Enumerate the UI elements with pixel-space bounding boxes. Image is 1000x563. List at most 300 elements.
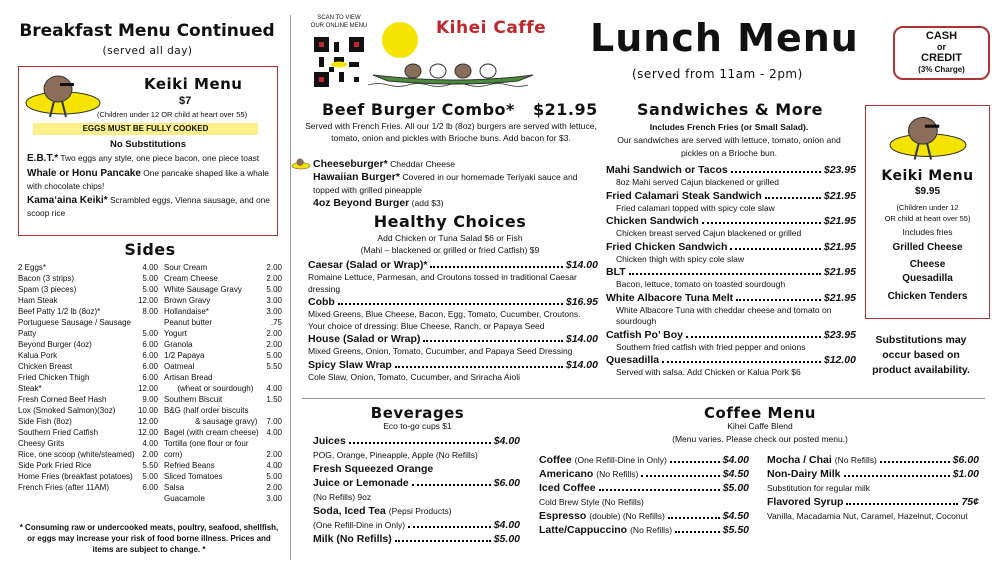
sides-item-price: 4.00 <box>266 428 282 437</box>
menu-item-name: Milk (No Refills) <box>313 533 392 545</box>
sides-item-price: 4.00 <box>142 263 158 272</box>
menu-item-desc: Cold Brew Style (No Refills) <box>539 497 644 507</box>
sides-item-name: Hollandaise* <box>164 307 209 316</box>
keiki-lunch-includes: Includes fries <box>902 227 953 237</box>
sides-item-price: 2.00 <box>266 274 282 283</box>
sides-item-price: 2.00 <box>142 450 158 459</box>
eggs-warning: EGGS MUST BE FULLY COOKED <box>33 123 258 135</box>
menu-item-desc: Mixed Greens, Blue Cheese, Bacon, Egg, Tomato, Cucumber, Croutons. <box>308 309 581 319</box>
menu-item-desc: POG, Orange, Pineapple, Apple (No Refills) <box>313 450 478 460</box>
menu-item-row <box>539 523 749 537</box>
menu-item-desc: Cole Slaw, Onion, Tomato, Cucumber, and Sriracha Aioli <box>308 371 520 382</box>
sides-item-price: 3.00 <box>266 296 282 305</box>
keiki-lunch-note2: OR child at heart over 55) <box>884 214 971 223</box>
sides-item-name: French Fries (after 11AM) <box>18 483 109 492</box>
sides-item <box>18 295 158 306</box>
burger-item <box>313 171 598 197</box>
keiki-lunch-note1: (Children under 12 <box>896 203 959 212</box>
keiki-breakfast-box <box>18 66 278 236</box>
beverages-sub: Eco to-go cups $1 <box>383 421 452 431</box>
lunch-menu-title: Lunch Menu <box>590 16 859 60</box>
menu-item-price: $4.00 <box>493 519 520 531</box>
sides-item-price: 2.00 <box>266 263 282 272</box>
coffee-right-items <box>767 453 979 523</box>
sides-item <box>18 317 158 339</box>
sides-item <box>164 471 282 482</box>
sides-item-name: Side Fish (8oz) <box>18 417 72 426</box>
breakfast-subtitle: (served all day) <box>102 45 193 57</box>
menu-item-row <box>313 490 520 504</box>
sides-item-name: & sausage gravy) <box>164 417 258 426</box>
sides-item-price: 6.00 <box>142 373 158 382</box>
healthy-sub2: (Mahi – blackened or grilled or fried Catfish) $9 <box>360 245 540 255</box>
keiki-title: Keiki Menu <box>144 75 243 93</box>
dot-leader <box>408 526 491 528</box>
menu-item-desc: Vanilla, Macadamia Nut, Caramel, Hazelnut, Coconut <box>767 511 968 521</box>
menu-item-row <box>313 448 520 462</box>
sides-item <box>18 427 158 438</box>
substitutions-note: Substitutions may occur based on product availability. <box>872 334 970 376</box>
sides-item-name: Sour Cream <box>164 263 208 272</box>
menu-item-name: Catfish Po’ Boy <box>606 328 684 341</box>
menu-item-price: $4.00 <box>493 435 520 447</box>
menu-item-price: $4.50 <box>722 510 749 522</box>
sides-item <box>164 262 282 273</box>
sides-item-name: Chicken Breast <box>18 362 73 371</box>
menu-item-row <box>767 453 979 467</box>
menu-item-name: Quesadilla <box>606 354 660 366</box>
menu-item-name: White Albacore Tuna Melt <box>606 291 734 304</box>
mascot-surfboard-icon <box>888 114 968 164</box>
burger-item <box>313 197 598 210</box>
menu-item-desc: Substitution for regular milk <box>767 483 870 493</box>
menu-item-desc: (One Refill-Dine in Only) <box>313 520 406 530</box>
sides-item-name: Southern Biscuit <box>164 395 223 404</box>
sides-item-name: Fresh Corned Beef Hash <box>18 395 107 404</box>
menu-item-note: (No Refills) <box>834 455 877 465</box>
menu-item-note: (No Refills) <box>596 469 639 479</box>
dot-leader <box>641 475 719 477</box>
menu-item-name: Spicy Slaw Wrap <box>308 358 392 371</box>
menu-item-price: $21.95 <box>823 266 856 278</box>
burger-title <box>322 100 598 119</box>
sides-item-name: Kalua Pork <box>18 351 58 360</box>
sides-item-price: 5.00 <box>266 351 282 360</box>
menu-item-note: (double) (No Refills) <box>589 511 665 521</box>
sides-item-price: 6.00 <box>142 483 158 492</box>
sides-item-name: White Sausage Gravy <box>164 285 242 294</box>
sides-item-name: B&G (half order biscuits <box>164 406 249 415</box>
sides-item-name: Artisan Bread <box>164 373 213 382</box>
burger-item-name: Hawaiian Burger* <box>313 171 400 183</box>
keiki-lunch-price: $9.95 <box>914 186 941 197</box>
keiki-item <box>27 194 273 219</box>
menu-item-row <box>308 358 598 372</box>
sides-item-price: 5.00 <box>266 472 282 481</box>
menu-item-name: Mahi Sandwich or Tacos <box>606 164 728 176</box>
sides-item <box>164 482 282 493</box>
sides-item-name: Guacamole <box>164 494 205 503</box>
sides-item-price: 6.00 <box>142 362 158 371</box>
sides-item-price: 5.00 <box>142 285 158 294</box>
food-safety-footnote: * Consuming raw or undercooked meats, poultry, seafood, shellfish, or eggs may increase your risk of food borne illness. Prices and items are subject to change. * <box>19 523 279 554</box>
sides-item <box>18 306 158 317</box>
menu-item-row <box>606 291 856 305</box>
menu-item-name: Coffee <box>539 454 572 466</box>
menu-item-name: Soda, Iced Tea <box>313 505 386 517</box>
dot-leader <box>412 484 491 486</box>
coffee-title: Coffee Menu <box>704 404 816 422</box>
sides-item-name: Home Fries (breakfast potatoes) <box>18 472 133 481</box>
menu-item-name: Caesar (Salad or Wrap)* <box>308 259 428 271</box>
sides-item-name: Yogurt <box>164 329 187 338</box>
menu-item-name: Latte/Cappuccino <box>539 524 628 536</box>
dot-leader <box>736 299 821 301</box>
sides-item-price: 1.50 <box>266 395 282 404</box>
sides-item-name: Salsa <box>164 483 185 492</box>
sides-item <box>18 460 158 471</box>
sides-item-price: 5.00 <box>142 329 158 338</box>
sides-left-list <box>18 262 158 493</box>
dot-leader <box>765 197 821 199</box>
menu-item-desc: Chicken thigh with spicy cole slaw <box>616 253 745 264</box>
keiki-price: $7 <box>179 95 192 107</box>
vertical-divider <box>290 15 291 560</box>
sides-item-price: 2.00 <box>266 483 282 492</box>
menu-item-name: BLT <box>606 266 626 278</box>
sides-item-price: 3.00 <box>266 307 282 316</box>
sides-right-list <box>164 262 282 504</box>
dot-leader <box>730 248 821 250</box>
sides-item-price: 4.00 <box>142 439 158 448</box>
burger-item-desc: Covered in our homemade Teriyaki sauce and topped with grilled pineapple <box>313 172 578 195</box>
sides-item-name: Beef Patty 1/2 lb (8oz)* <box>18 307 101 316</box>
coffee-left-items <box>539 453 749 537</box>
sides-item-name: 1/2 Papaya <box>164 351 205 360</box>
sides-item-price: 5.50 <box>142 461 158 470</box>
burger-item-desc: Cheddar Cheese <box>390 159 456 169</box>
keiki-lunch-item: Chicken Tenders <box>887 291 968 302</box>
dot-leader <box>599 489 720 491</box>
sides-item <box>18 372 158 383</box>
sides-item <box>18 284 158 295</box>
sandwiches-sub2: Our sandwiches are served with lettuce, tomato, onion and <box>617 135 841 145</box>
sides-item <box>18 350 158 361</box>
sides-item <box>164 427 282 438</box>
sides-item <box>164 273 282 284</box>
burger-desc: Served with French Fries. All our 1/2 lb (8oz) burgers are served with lettuce, tomato, onion and pickles with Brioche buns. Add bacon for $3. <box>305 121 597 143</box>
menu-item-desc: (No Refills) 9oz <box>313 492 372 502</box>
menu-item-row <box>767 467 979 481</box>
keiki-item-name: Kama‘aina Keiki* <box>27 195 108 206</box>
menu-item-name: Iced Coffee <box>539 482 596 494</box>
keiki-lunch-title: Keiki Menu <box>881 168 974 184</box>
menu-item-row <box>308 295 598 309</box>
menu-item-desc: Fried calamari topped with spicy cole slaw <box>616 202 775 213</box>
sides-item <box>164 383 282 394</box>
menu-item-name: Non-Dairy Milk <box>767 468 841 480</box>
menu-item-row <box>539 495 749 509</box>
burger-item-name: Cheeseburger* <box>313 158 388 170</box>
dot-leader <box>349 442 491 444</box>
sides-item-name: Brown Gravy <box>164 296 211 305</box>
menu-item-price: $14.00 <box>565 358 598 371</box>
menu-item-row <box>308 332 598 346</box>
menu-item-price: $16.95 <box>565 296 598 308</box>
sides-item-price: .75 <box>270 318 282 327</box>
dot-leader <box>629 273 821 275</box>
menu-item-price: $21.95 <box>823 215 856 227</box>
menu-item-desc: Your choice of dressing: Blue Cheese, Ranch, or Papaya Seed <box>308 320 545 331</box>
menu-item-price: $21.95 <box>823 189 856 202</box>
menu-item-name: Fried Calamari Steak Sandwich <box>606 189 762 202</box>
sandwich-items <box>606 163 856 379</box>
sides-item-price: 10.00 <box>137 406 158 415</box>
menu-item-price: $21.95 <box>823 291 856 304</box>
keiki-items <box>27 152 273 221</box>
dot-leader <box>395 540 491 542</box>
menu-item-note: (No Refills) <box>630 525 673 535</box>
menu-item-row <box>539 509 749 523</box>
dot-leader <box>686 336 821 338</box>
dot-leader <box>668 517 720 519</box>
menu-item-row <box>606 240 856 254</box>
sides-item <box>164 350 282 361</box>
sides-item-name: Cheesy Grits <box>18 439 65 448</box>
payment-charge: (3% Charge) <box>918 65 965 74</box>
sides-item-name: Steak* <box>18 384 42 393</box>
keiki-lunch-item: Grilled Cheese <box>892 242 963 253</box>
menu-item-note: (One Refill-Dine in Only) <box>574 455 667 465</box>
sides-item-price: 3.00 <box>266 494 282 503</box>
sides-item-price: 6.00 <box>142 340 158 349</box>
sides-item <box>164 460 282 471</box>
menu-item-row <box>606 353 856 367</box>
menu-item-row <box>539 481 749 495</box>
coffee-sub2: (Menu varies. Please check our posted menu.) <box>672 434 848 444</box>
menu-item-price: $14.00 <box>565 259 598 271</box>
sides-item-name: 2 Eggs* <box>18 263 47 272</box>
menu-item-row <box>606 265 856 279</box>
healthy-sub1: Add Chicken or Tuna Salad $6 or Fish <box>377 233 523 243</box>
menu-item-desc: 8oz Mahi served Cajun blackened or grilled <box>616 177 780 187</box>
sides-title: Sides <box>124 240 176 259</box>
sides-item-price: 5.00 <box>142 472 158 481</box>
menu-item-row <box>767 481 979 495</box>
sides-item-price: 7.00 <box>266 417 282 426</box>
keiki-item-name: E.B.T.* <box>27 153 59 164</box>
sides-item-name: Portuguese Sausage / Sausage Patty <box>18 318 134 338</box>
sides-item-name: Peanut butter <box>164 318 213 327</box>
sides-item-name: (wheat or sourdough) <box>164 384 254 393</box>
logo-text: Kihei Caffe <box>436 18 547 38</box>
menu-item-name: Mocha / Chai <box>767 454 832 466</box>
menu-item-row <box>539 467 749 481</box>
dot-leader <box>846 503 958 505</box>
menu-item-name: Espresso <box>539 510 587 522</box>
menu-item-desc: Southern fried catfish with fried pepper and onions <box>616 341 806 352</box>
sides-item-price: 5.00 <box>142 274 158 283</box>
menu-item-price: $5.00 <box>722 482 749 494</box>
menu-item-desc: Mixed Greens, Onion, Tomato, Cucumber, and Papaya Seed Dressing <box>308 346 573 356</box>
breakfast-title: Breakfast Menu Continued <box>19 21 275 41</box>
menu-item-row <box>606 214 856 228</box>
menu-item-price: 75¢ <box>961 496 979 508</box>
dot-leader <box>430 266 562 268</box>
keiki-lunch-box <box>865 105 990 319</box>
menu-item-price: $14.00 <box>565 333 598 345</box>
menu-item-price: $23.95 <box>823 164 856 176</box>
sides-item <box>18 383 158 394</box>
sides-item-name: Side Pork Fried Rice <box>18 461 92 470</box>
sides-item <box>18 262 158 273</box>
dot-leader <box>670 461 720 463</box>
dot-leader <box>844 475 950 477</box>
sides-item-name: Cream Cheese <box>164 274 218 283</box>
menu-item-desc: Served with salsa. Add Chicken or Kalua Pork $6 <box>616 367 801 377</box>
keiki-lunch-item: Cheese Quesadilla <box>902 259 953 284</box>
burger-item <box>313 158 598 171</box>
menu-item-row <box>606 189 856 203</box>
menu-item-desc: Chicken breast served Cajun blackened or grilled <box>616 228 802 238</box>
menu-item-desc: Romaine Lettuce, Parmesan, and Croutons tossed in traditional Caesar dressing <box>308 272 577 294</box>
menu-item-name: House (Salad or Wrap) <box>308 333 421 345</box>
sandwiches-title: Sandwiches & More <box>637 100 823 119</box>
sides-item <box>164 361 282 372</box>
menu-item-row <box>313 462 520 476</box>
sandwiches-sub1: Includes French Fries (or Small Salad). <box>649 122 809 132</box>
dot-leader <box>702 222 821 224</box>
sides-item-name: Refried Beans <box>164 461 215 470</box>
menu-item-row <box>606 328 856 342</box>
sides-item <box>164 493 282 504</box>
sides-item <box>164 438 282 460</box>
payment-cash: CASH <box>925 30 958 42</box>
sides-item <box>18 405 158 416</box>
beverages-title: Beverages <box>370 404 465 422</box>
qr-caption: SCAN TO VIEW OUR ONLINE MENU <box>310 15 368 29</box>
sandwiches-sub3: pickles on a Brioche bun. <box>680 148 778 158</box>
sides-item-name: Tortilla (one flour or four corn) <box>164 439 251 459</box>
menu-item-price: $6.00 <box>952 454 979 466</box>
sides-item-name: Oatmeal <box>164 362 195 371</box>
menu-item-price: $1.00 <box>952 468 979 480</box>
sides-item-price: 2.00 <box>266 450 282 459</box>
menu-item-row <box>313 532 520 546</box>
healthy-items <box>308 258 598 383</box>
dot-leader <box>395 366 563 368</box>
sides-item-price: 5.00 <box>266 285 282 294</box>
sides-item <box>18 339 158 350</box>
sides-item <box>164 306 282 317</box>
sides-item <box>18 482 158 493</box>
sides-item-price: 4.00 <box>266 384 282 393</box>
menu-item-row <box>539 453 749 467</box>
burger-item-desc: (add $3) <box>411 198 444 208</box>
no-substitutions: No Substitutions <box>110 139 186 150</box>
sides-item-name: Granola <box>164 340 193 349</box>
menu-item-price: $5.50 <box>722 524 749 536</box>
mascot-small-icon <box>291 157 311 171</box>
menu-item-row <box>313 504 520 518</box>
horizontal-divider <box>302 398 985 399</box>
burger-price: $21.95 <box>532 100 598 119</box>
menu-item-name: Cobb <box>308 296 335 308</box>
sides-item-price: 12.00 <box>137 417 158 426</box>
menu-item-desc: Bacon, lettuce, tomato on toasted sourdough <box>616 279 786 289</box>
sides-item-price: 5.50 <box>266 362 282 371</box>
sides-item <box>18 273 158 284</box>
menu-item-name: Fresh Squeezed Orange <box>313 463 434 475</box>
menu-item-price: $21.95 <box>823 240 856 253</box>
dot-leader <box>338 303 563 305</box>
sides-item <box>18 438 158 449</box>
sides-item-price: 2.00 <box>266 340 282 349</box>
sides-item-name: Fried Chicken Thigh <box>18 373 90 382</box>
qr-code-icon[interactable] <box>314 37 364 87</box>
sides-item <box>164 416 282 427</box>
sides-item-price: 12.00 <box>137 428 158 437</box>
keiki-item <box>27 152 273 165</box>
menu-item-price: $23.95 <box>823 328 856 341</box>
sides-item <box>164 394 282 405</box>
sides-item-name: Bacon (3 strips) <box>18 274 75 283</box>
menu-item-row <box>308 258 598 272</box>
sides-item <box>164 295 282 306</box>
keiki-item-desc: Two eggs any style, one piece bacon, one piece toast <box>60 153 260 163</box>
burger-items <box>313 158 598 210</box>
menu-item-name: Flavored Syrup <box>767 496 844 508</box>
menu-item-price: $5.00 <box>493 533 520 545</box>
burger-title-text: Beef Burger Combo* <box>322 100 515 119</box>
healthy-title: Healthy Choices <box>373 212 527 231</box>
dot-leader <box>880 461 950 463</box>
burger-item-name: 4oz Beyond Burger <box>313 197 410 209</box>
payment-credit: CREDIT <box>921 52 962 64</box>
sides-item <box>164 405 282 416</box>
menu-item-row <box>606 163 856 177</box>
menu-item-price: $4.00 <box>722 454 749 466</box>
sides-item-name: Beyond Burger (4oz) <box>18 340 92 349</box>
menu-item-name: Americano <box>539 468 594 480</box>
sides-item-name: Rice, one scoop (white/steamed) <box>18 450 135 459</box>
payment-badge <box>893 26 990 80</box>
sides-item <box>18 361 158 372</box>
menu-item-row <box>313 434 520 448</box>
sides-item <box>18 449 158 460</box>
sides-item-name: Sliced Tomatoes <box>164 472 223 481</box>
sides-item <box>18 416 158 427</box>
sides-item-price: 9.00 <box>142 395 158 404</box>
sides-item-name: Southern Fried Catfish <box>18 428 99 437</box>
coffee-sub1: Kihei Caffe Blend <box>727 421 793 431</box>
menu-item-price: $4.50 <box>722 468 749 480</box>
sides-item-price: 12.00 <box>137 384 158 393</box>
keiki-item-name: Whale or Honu Pancake <box>27 168 141 179</box>
menu-item-price: $12.00 <box>823 354 856 366</box>
menu-item-row <box>313 518 520 532</box>
menu-item-name: Chicken Sandwich <box>606 215 699 227</box>
keiki-item-desc: Scrambled eggs, Vienna sausage, and one scoop rice <box>27 195 270 218</box>
sides-item <box>18 394 158 405</box>
sides-item-price: 8.00 <box>142 307 158 316</box>
sides-item-name: Bagel (with cream cheese) <box>164 428 259 437</box>
dot-leader <box>675 531 720 533</box>
sides-item-price: 2.00 <box>266 329 282 338</box>
sides-item <box>164 339 282 350</box>
dot-leader <box>731 171 821 173</box>
sides-item-price: 12.00 <box>137 296 158 305</box>
